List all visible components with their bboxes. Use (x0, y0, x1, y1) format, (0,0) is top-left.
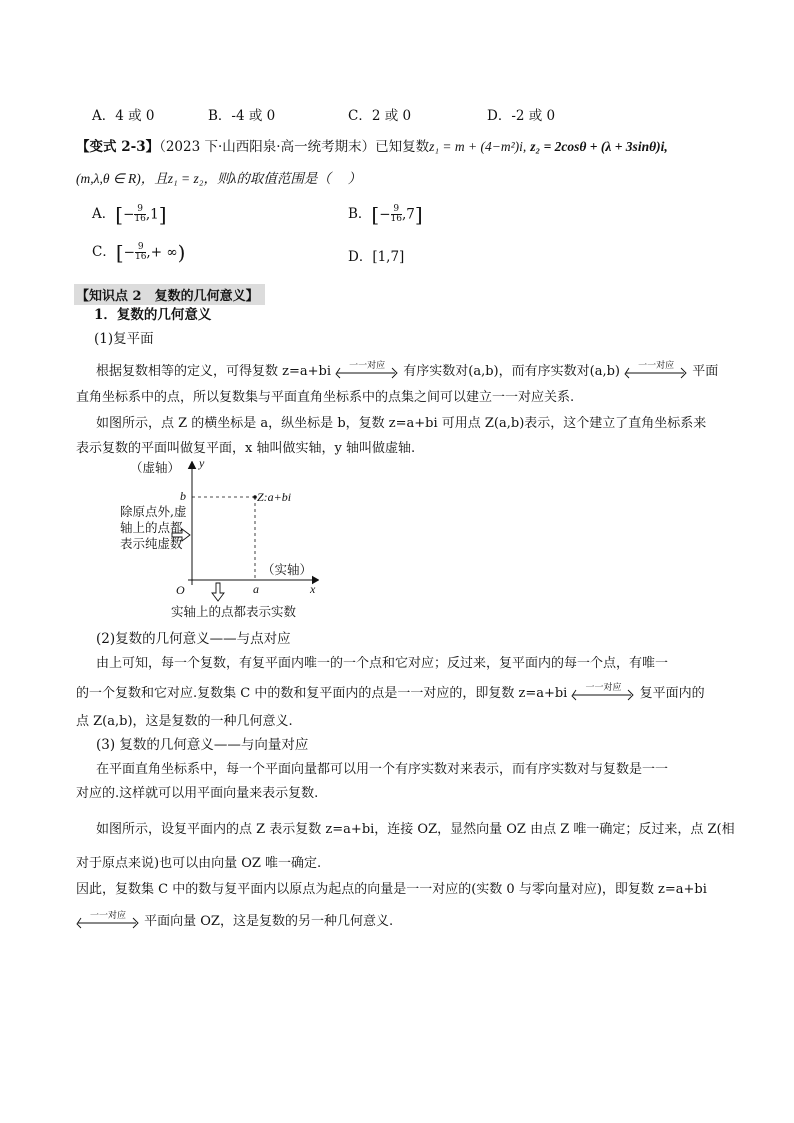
subsection-2-title: (2)复数的几何意义——与点对应 (96, 631, 291, 647)
subsection-3-line1: 在平面直角坐标系中，每一个平面向量都可以用一个有序实数对来表示，而有序实数对与复数是一一 (96, 762, 669, 777)
prev-option-c: C．2 或 0 (348, 108, 412, 124)
one-to-one-arrow: 一一对应 (335, 365, 399, 379)
subsection-1-title: (1)复平面 (94, 331, 154, 347)
b-label: b (180, 489, 186, 503)
variant-z1: z₁ = m + (4−m²)i, (429, 139, 527, 154)
option-b-tail: 7 (406, 206, 415, 223)
variant-option-a: A．[− $\frac{9}{16}$ ,1] (92, 202, 167, 227)
bottom-note: 实轴上的点都表示实数 (171, 604, 297, 619)
option-a-label: A． (92, 206, 116, 222)
subsection-3-line3: 如图所示，设复平面内的点 Z 表示复数 z=a+bi，连接 OZ，显然向量 OZ 由点 Z 唯一确定；反过来，点 Z(相 (96, 822, 735, 837)
paragraph-2-line2: 表示复数的平面叫做复平面，x 轴叫做实轴，y 轴叫做虚轴. (76, 441, 416, 456)
variant-option-b: B．[− $\frac{9}{16}$ ,7] (348, 202, 423, 227)
fraction: $\frac{9}{16}$ (134, 242, 147, 262)
one-to-one-arrow: 一一对应 (571, 687, 635, 701)
section-1-title: 1．复数的几何意义 (94, 307, 212, 323)
fraction: $\frac{9}{16}$ (134, 204, 146, 224)
variant-question-line1 (76, 135, 668, 155)
subsection-2-line1: 由上可知，每一个复数，有复平面内唯一的一个点和它对应；反过来，复平面内的每一个点，有唯一 (96, 656, 669, 671)
subsection-3-title: (3) 复数的几何意义——与向量对应 (96, 737, 309, 753)
paragraph-1-line1 (96, 360, 718, 379)
subsection-2-line3: 点 Z(a,b)，这是复数的一种几何意义. (76, 714, 293, 729)
knowledge-heading: 【知识点 2 复数的几何意义】 (74, 284, 265, 305)
prev-option-d: D．-2 或 0 (487, 108, 556, 124)
prev-option-b: B．-4 或 0 (208, 108, 276, 124)
paragraph-1-line2: 直角坐标系中的点，所以复数集与平面直角坐标系中的点集之间可以建立一一对应关系. (76, 390, 575, 405)
variant-option-d: D．[1,7] (348, 249, 405, 265)
variant-option-c: C．[− $\frac{9}{16}$ ,+ ∞) (92, 240, 186, 265)
subsection-2-line2: 的一个复数和它对应.复数集 C 中的数和复平面内的点是一一对应的，即复数 z=a+bi 一一对应 复平面内的 (76, 682, 705, 701)
left-note: 除原点外,虚 轴上的点都 表示纯虚数 (120, 504, 187, 551)
origin-label: O (176, 583, 185, 597)
variant-source: （2023 下·山西阳泉·高一统考期末）已知复数 (159, 139, 430, 155)
imaginary-axis-label: （虚轴） (130, 460, 181, 475)
real-axis-label: （实轴） (262, 562, 313, 577)
subsection-3-line2: 对应的.这样就可以用平面向量来表示复数. (76, 786, 319, 801)
y-label: y (199, 456, 205, 470)
option-c-tail: + ∞ (150, 244, 178, 261)
p1-part-a: 根据复数相等的定义，可得复数 z=a+bi (96, 364, 331, 379)
paragraph-2-line1: 如图所示，点 Z 的横坐标是 a，纵坐标是 b，复数 z=a+bi 可用点 Z(a,b)表示，这个建立了直角坐标系来 (96, 416, 707, 431)
p1-part-c: 平面 (692, 364, 719, 379)
subsection-3-line6: 一一对应 平面向量 OZ，这是复数的另一种几何意义. (76, 910, 393, 929)
variant-tag: 【变式 2-3】 (76, 139, 160, 155)
subsection-3-line5: 因此，复数集 C 中的数与复平面内以原点为起点的向量是一一对应的(实数 0 与零向量对应)，即复数 z=a+bi (76, 882, 707, 897)
x-label: x (310, 582, 316, 596)
fraction: $\frac{9}{16}$ (390, 204, 402, 224)
one-to-one-arrow: 一一对应 (76, 915, 140, 929)
option-c-label: C． (92, 244, 116, 260)
variant-z2: z₂ = 2cosθ + (λ + 3sinθ)i, (530, 139, 668, 154)
variant-condition: (m,λ,θ ∈ R)，且z₁ = z₂，则λ的取值范围是（ ） (76, 171, 362, 186)
subsection-3-line4: 对于原点来说)也可以由向量 OZ 唯一确定. (76, 856, 322, 871)
option-a-tail: 1 (150, 206, 159, 223)
one-to-one-arrow: 一一对应 (624, 365, 688, 379)
prev-option-a: A．4 或 0 (92, 108, 155, 124)
z-point-label: Z:a+bi (257, 490, 292, 504)
option-b-label: B． (348, 206, 372, 222)
imaginary-axis-arrow (188, 461, 196, 469)
down-hollow-arrow (212, 583, 224, 601)
p1-part-b: 有序实数对(a,b)，而有序实数对(a,b) (403, 364, 620, 379)
a-label: a (253, 582, 259, 596)
